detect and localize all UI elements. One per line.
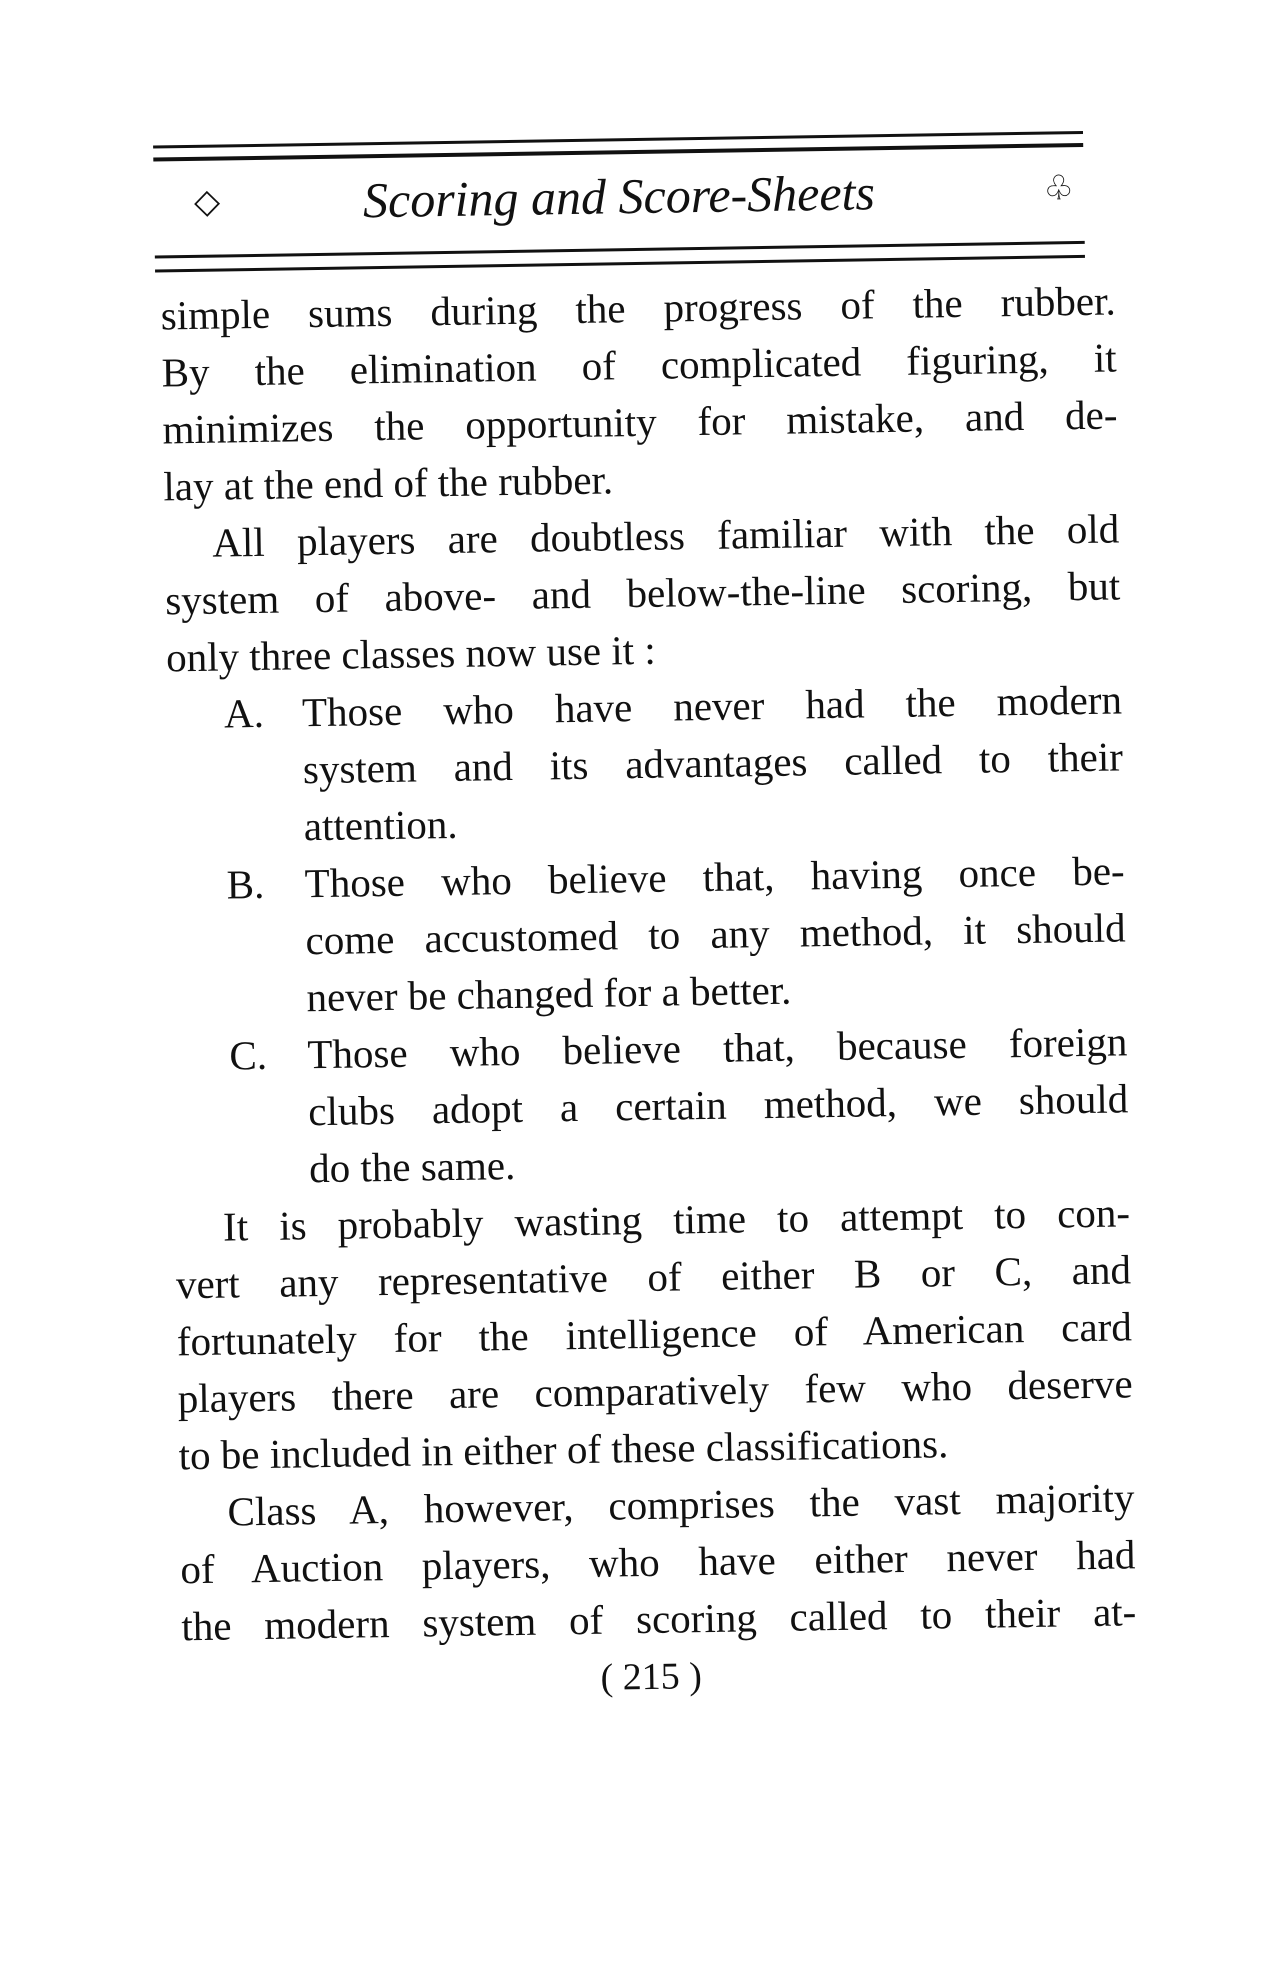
text-line: to be included in either of these classifications. (178, 1420, 949, 1479)
text-line: simple sums during the progress of the rubber. (160, 277, 1117, 339)
list-letter: B. (226, 860, 265, 908)
text-line: never be changed for a better. (306, 966, 792, 1021)
text-line: players there are comparatively few who deserve (177, 1360, 1134, 1422)
text-line: All players are doubtless familiar with the old (211, 505, 1120, 566)
text-line: It is probably wasting time to attempt to con- (222, 1189, 1131, 1250)
text-line: vert any representative of either B or C, and (175, 1246, 1132, 1308)
text-line: system of above- and below-the-line scoring, but (164, 562, 1121, 624)
text-line: the modern system of scoring called to their at- (180, 1588, 1137, 1650)
list-letter: C. (229, 1031, 268, 1079)
text-line: attention. (303, 800, 458, 850)
page-number: ( 215 ) (600, 1655, 703, 1699)
list-item-a (167, 671, 1125, 857)
list-letter: A. (223, 689, 265, 737)
text-line: come accustomed to any method, it should (305, 904, 1126, 964)
running-title: Scoring and Score-Sheets (362, 164, 876, 229)
text-line: clubs adopt a certain method, we should (307, 1075, 1129, 1135)
header-rule (155, 241, 1085, 259)
list-text: Those who believe that, having once be- (304, 847, 1125, 907)
body-text (160, 272, 1136, 1655)
text-line: do the same. (308, 1141, 516, 1192)
text-line: of Auction players, who have either never had (180, 1531, 1136, 1593)
diamond-icon: ◇ (193, 183, 221, 221)
text-line: lay at the end of the rubber. (163, 456, 614, 510)
text-line: Class A, however, comprises the vast majority (227, 1474, 1135, 1535)
list-item-b (169, 842, 1127, 1028)
text-line: By the elimination of complicated figuring, it (161, 334, 1117, 396)
list-item-c (172, 1013, 1130, 1199)
text-line: only three classes now use it : (165, 626, 657, 681)
text-line: system and its advantages called to their (302, 733, 1124, 793)
text-line: minimizes the opportunity for mistake, and de- (162, 391, 1118, 453)
header-rule (155, 255, 1085, 273)
list-text: Those who have never had the modern (301, 676, 1123, 736)
list-text: Those who believe that, because foreign (307, 1018, 1128, 1078)
running-header (154, 158, 1085, 243)
text-line: fortunately for the intelligence of American card (176, 1303, 1133, 1365)
club-icon: ♧ (1043, 170, 1075, 208)
